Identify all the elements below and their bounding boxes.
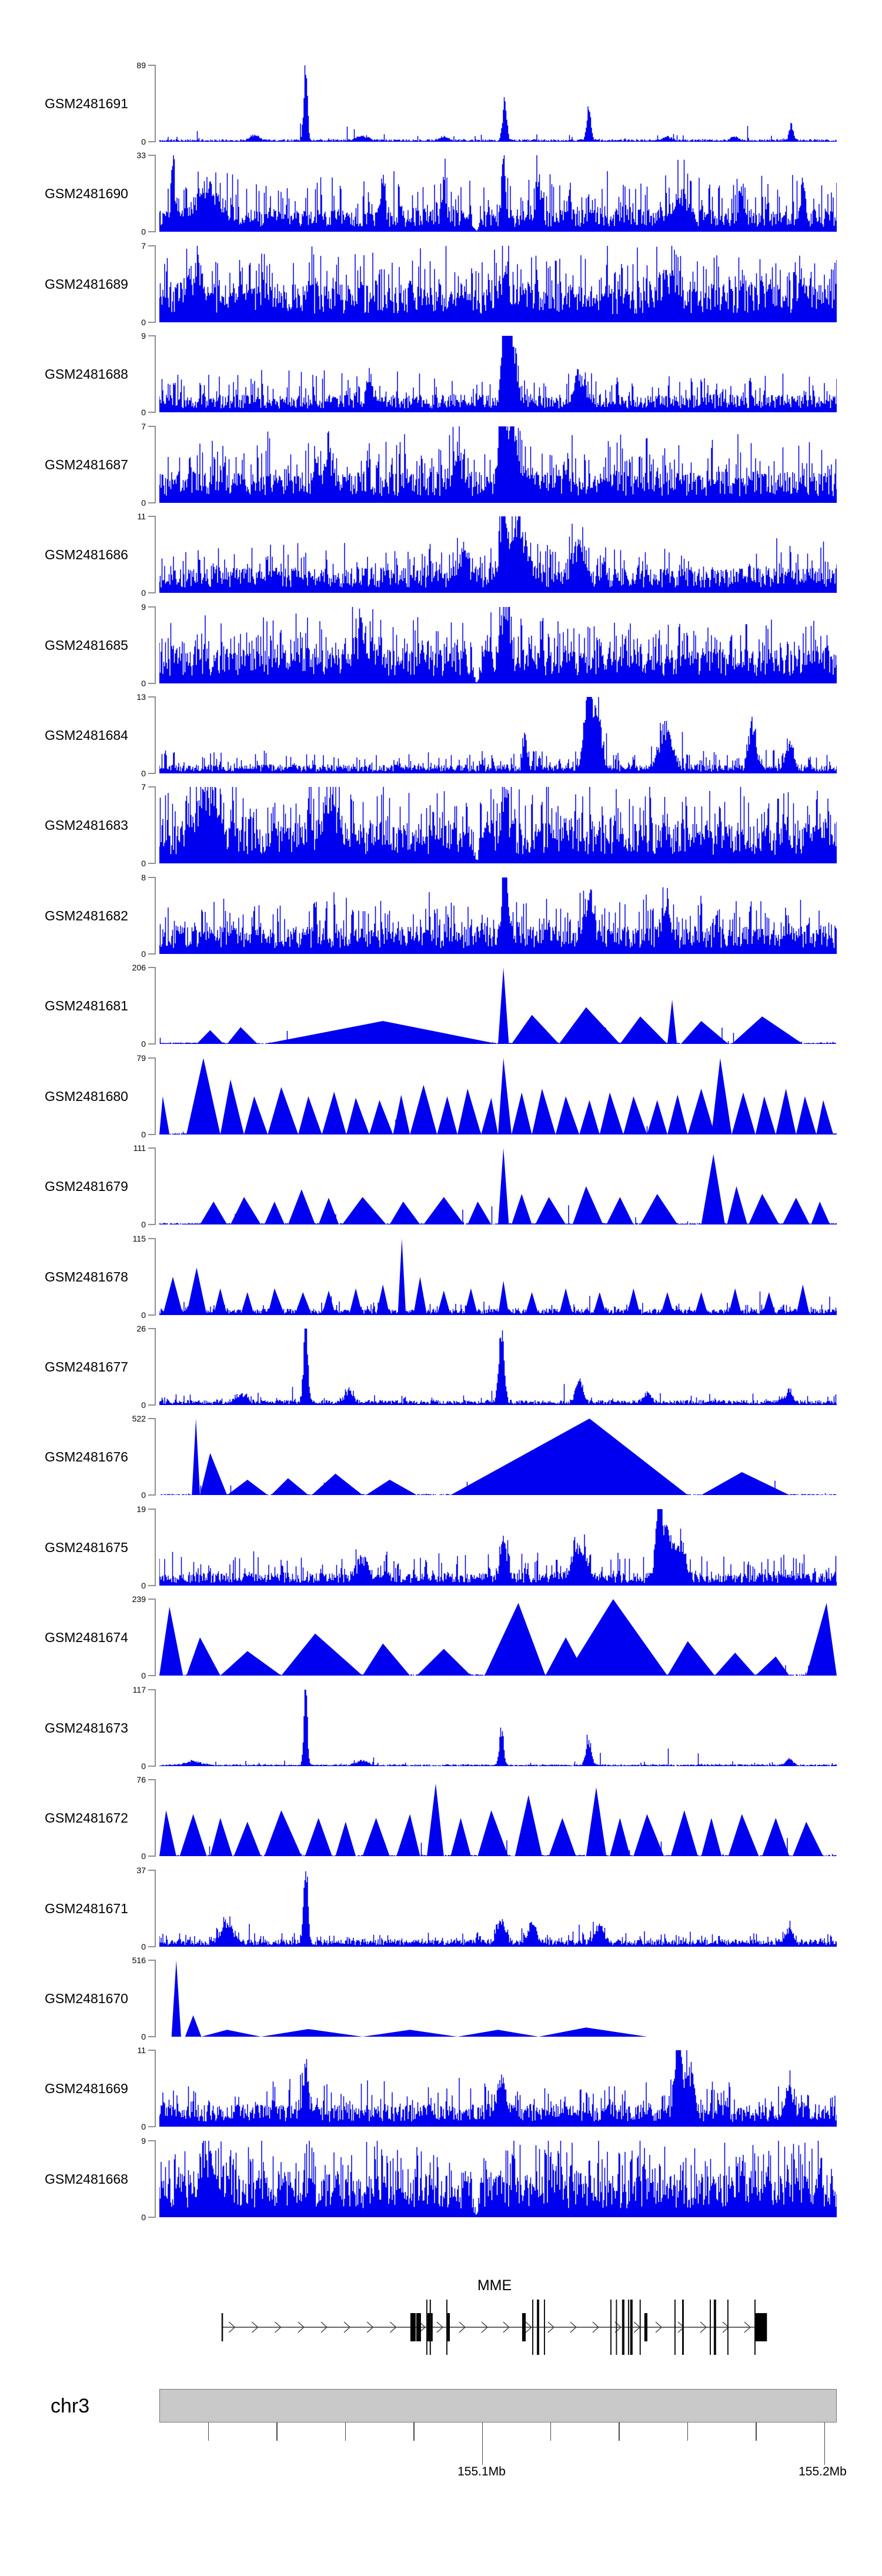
y-axis-line	[155, 336, 156, 412]
y-axis-zero-tick	[148, 1946, 156, 1947]
coverage-signal	[159, 787, 837, 863]
y-max-label: 9	[141, 2135, 146, 2145]
y-max-label: 239	[132, 1594, 146, 1604]
y-max-label: 76	[136, 1775, 146, 1785]
exon-box	[755, 2313, 767, 2341]
track-label: GSM2481675	[45, 1539, 128, 1555]
y-zero-label: 0	[141, 1129, 146, 1139]
track-label: GSM2481669	[45, 2081, 128, 2097]
coverage-signal	[159, 877, 837, 954]
coverage-area	[159, 1599, 837, 1676]
y-zero-label: 0	[141, 949, 146, 959]
y-max-label: 11	[137, 512, 146, 522]
axis-minor-tick	[276, 2422, 278, 2441]
exon-tall-mark	[622, 2300, 624, 2355]
coverage-plot	[159, 1148, 837, 1224]
y-max-label: 111	[133, 1143, 146, 1153]
coverage-area	[159, 1058, 833, 1134]
y-zero-label: 0	[141, 317, 146, 327]
y-axis-line	[155, 155, 156, 232]
y-axis-zero-tick	[148, 1675, 156, 1676]
track-label: GSM2481687	[45, 456, 128, 472]
track-row	[0, 151, 882, 237]
y-axis-zero-tick	[148, 231, 156, 232]
track-row	[0, 1414, 882, 1500]
track-row	[0, 963, 882, 1049]
exon-box	[522, 2313, 526, 2341]
y-axis-zero-tick	[148, 683, 156, 684]
coverage-signal	[159, 336, 837, 412]
y-max-label: 37	[136, 1865, 146, 1875]
y-axis-zero-tick	[148, 773, 156, 774]
y-zero-label: 0	[141, 678, 146, 688]
gene-start-bar	[222, 2313, 223, 2341]
y-max-label: 7	[141, 241, 146, 251]
y-max-label: 7	[141, 782, 146, 792]
y-max-label: 522	[132, 1414, 146, 1424]
coverage-plot	[159, 1509, 837, 1586]
track-label: GSM2481674	[45, 1630, 128, 1646]
track-label: GSM2481671	[45, 1900, 128, 1916]
track-label: GSM2481681	[45, 998, 128, 1014]
y-max-label: 117	[132, 1684, 146, 1694]
y-axis-line	[155, 516, 156, 593]
track-label: GSM2481685	[45, 637, 128, 653]
track-row	[0, 331, 882, 418]
coverage-plot	[159, 1690, 837, 1766]
y-axis-zero-tick	[148, 1494, 156, 1496]
y-axis-top-tick	[148, 245, 156, 246]
y-axis-top-tick	[148, 1057, 156, 1059]
y-axis-zero-tick	[148, 953, 156, 955]
exon-tall-mark	[544, 2300, 545, 2355]
track-row	[0, 1865, 882, 1951]
coverage-signal	[159, 607, 837, 683]
y-axis-top-tick	[148, 606, 156, 608]
y-zero-label: 0	[141, 1400, 146, 1410]
y-zero-label: 0	[141, 1310, 146, 1320]
track-row	[0, 241, 882, 327]
axis-tick-label-155-1mb: 155.1Mb	[457, 2465, 506, 2478]
y-axis-top-tick	[148, 1779, 156, 1780]
y-axis-line	[155, 787, 156, 863]
y-axis-zero-tick	[148, 1585, 156, 1586]
y-max-label: 7	[141, 421, 146, 431]
y-zero-label: 0	[141, 1761, 146, 1771]
axis-minor-tick	[208, 2422, 209, 2441]
y-zero-label: 0	[141, 408, 146, 418]
track-label: GSM2481691	[45, 96, 128, 111]
track-row	[0, 1775, 882, 1861]
exon-box	[644, 2313, 647, 2341]
coverage-signal	[159, 1329, 837, 1405]
y-axis-top-tick	[148, 65, 156, 66]
coverage-signal	[159, 155, 837, 232]
exon-tall-mark	[727, 2300, 729, 2355]
track-row	[0, 1233, 882, 1320]
y-axis-top-tick	[148, 1328, 156, 1329]
y-zero-label: 0	[141, 227, 146, 237]
coverage-plot	[159, 1329, 837, 1405]
track-label: GSM2481686	[45, 547, 128, 563]
y-axis-top-tick	[148, 1960, 156, 1961]
y-max-label: 9	[141, 331, 146, 341]
y-axis-line	[155, 1780, 156, 1856]
y-axis-line	[155, 65, 156, 142]
track-label: GSM2481673	[45, 1720, 128, 1736]
track-row	[0, 1956, 882, 2042]
y-axis-line	[155, 246, 156, 322]
y-axis-line	[155, 1419, 156, 1495]
coverage-signal	[159, 697, 837, 773]
coverage-area	[172, 1960, 647, 2037]
coverage-signal	[159, 1509, 837, 1586]
y-max-label: 9	[141, 602, 146, 612]
y-zero-label: 0	[141, 2032, 146, 2042]
y-axis-line	[155, 2050, 156, 2127]
y-axis-line	[155, 1239, 156, 1315]
y-axis-line	[155, 1870, 156, 1947]
y-axis-line	[155, 1509, 156, 1586]
y-axis-zero-tick	[148, 1043, 156, 1045]
coverage-signal	[159, 426, 837, 503]
coverage-plot	[159, 426, 837, 503]
exon-tall-mark	[630, 2300, 633, 2355]
y-axis-zero-tick	[148, 412, 156, 413]
ideogram-band	[159, 2389, 837, 2422]
track-row	[0, 602, 882, 688]
coverage-area	[200, 1148, 830, 1224]
y-axis-zero-tick	[148, 1856, 156, 1857]
track-label: GSM2481684	[45, 728, 128, 743]
y-max-label: 33	[136, 151, 146, 161]
exon-tall-mark	[754, 2300, 756, 2355]
y-axis-line	[155, 1599, 156, 1676]
y-zero-label: 0	[141, 1220, 146, 1230]
coverage-signal	[159, 65, 837, 142]
coverage-plot	[159, 155, 837, 232]
track-label: GSM2481690	[45, 186, 128, 202]
coverage-plot	[159, 246, 837, 322]
y-axis-line	[155, 877, 156, 954]
gene-model-svg	[0, 2294, 882, 2361]
track-row	[0, 692, 882, 778]
y-max-label: 19	[136, 1504, 146, 1514]
coverage-plot	[159, 1960, 837, 2037]
coverage-signal	[159, 516, 837, 593]
track-label: GSM2481683	[45, 817, 128, 833]
y-axis-line	[155, 1690, 156, 1766]
coverage-plot	[159, 1780, 837, 1856]
y-max-label: 516	[132, 1956, 146, 1966]
y-zero-label: 0	[141, 1941, 146, 1951]
coverage-plot	[159, 967, 837, 1044]
coverage-area	[163, 1239, 810, 1315]
y-axis-top-tick	[148, 335, 156, 336]
track-label: GSM2481670	[45, 1991, 128, 2007]
y-axis-zero-tick	[148, 322, 156, 323]
track-row	[0, 1504, 882, 1590]
y-axis-zero-tick	[148, 2217, 156, 2218]
y-zero-label: 0	[141, 859, 146, 869]
y-axis-top-tick	[148, 426, 156, 427]
axis-minor-tick	[550, 2422, 552, 2441]
exon-tall-mark	[640, 2300, 641, 2355]
exon-box	[416, 2313, 421, 2341]
axis-minor-tick	[413, 2422, 415, 2441]
y-axis-line	[155, 1058, 156, 1134]
exon-tall-mark	[532, 2300, 533, 2355]
track-label: GSM2481682	[45, 907, 128, 923]
track-row	[0, 782, 882, 869]
y-axis-zero-tick	[148, 592, 156, 593]
y-axis-top-tick	[148, 2140, 156, 2141]
axis-tick-label-155-2mb: 155.2Mb	[799, 2465, 847, 2478]
y-axis-top-tick	[148, 1418, 156, 1419]
coverage-plot	[159, 516, 837, 593]
y-axis-top-tick	[148, 1238, 156, 1239]
y-zero-label: 0	[141, 1851, 146, 1861]
coverage-signal	[159, 2141, 837, 2217]
y-max-label: 206	[132, 963, 146, 973]
y-max-label: 79	[136, 1053, 146, 1063]
y-zero-label: 0	[141, 1671, 146, 1681]
y-axis-zero-tick	[148, 863, 156, 864]
y-max-label: 26	[136, 1324, 146, 1334]
track-label: GSM2481688	[45, 366, 128, 382]
y-zero-label: 0	[141, 1039, 146, 1049]
y-axis-zero-tick	[148, 1134, 156, 1135]
coverage-signal	[159, 2050, 837, 2127]
track-label: GSM2481680	[45, 1088, 128, 1104]
y-zero-label: 0	[141, 1490, 146, 1500]
y-zero-label: 0	[141, 137, 146, 146]
track-row	[0, 512, 882, 598]
y-axis-top-tick	[148, 155, 156, 156]
coverage-plot	[159, 787, 837, 863]
axis-minor-tick	[619, 2422, 620, 2441]
track-row	[0, 1594, 882, 1681]
y-axis-zero-tick	[148, 2126, 156, 2127]
track-row	[0, 2046, 882, 2132]
y-zero-label: 0	[141, 2212, 146, 2222]
y-axis-top-tick	[148, 696, 156, 698]
y-zero-label: 0	[141, 769, 146, 778]
y-axis-line	[155, 426, 156, 503]
y-axis-line	[155, 607, 156, 683]
axis-minor-tick	[687, 2422, 689, 2441]
track-row	[0, 1684, 882, 1771]
track-row	[0, 421, 882, 508]
y-axis-top-tick	[148, 1689, 156, 1690]
exon-tall-mark	[714, 2300, 716, 2355]
track-label: GSM2481677	[45, 1359, 128, 1375]
exon-tall-mark	[610, 2300, 612, 2355]
y-axis-top-tick	[148, 1509, 156, 1510]
y-max-label: 11	[137, 2046, 146, 2056]
y-max-label: 115	[132, 1233, 146, 1243]
y-zero-label: 0	[141, 1580, 146, 1590]
coverage-plot	[159, 607, 837, 683]
y-axis-line	[155, 1960, 156, 2037]
axis-minor-tick	[345, 2422, 346, 2441]
y-axis-top-tick	[148, 2050, 156, 2051]
axis-major-tick	[824, 2422, 826, 2465]
coverage-plot	[159, 1239, 837, 1315]
y-axis-line	[155, 2141, 156, 2217]
y-max-label: 89	[136, 61, 146, 70]
exon-tall-mark	[710, 2300, 711, 2355]
y-max-label: 13	[136, 692, 146, 702]
coverage-plot	[159, 877, 837, 954]
axis-major-tick	[482, 2422, 483, 2465]
coverage-signal	[159, 1690, 837, 1766]
y-axis-line	[155, 1148, 156, 1224]
exon-tall-mark	[628, 2300, 629, 2355]
y-axis-zero-tick	[148, 141, 156, 142]
exon-tall-mark	[446, 2300, 447, 2355]
coverage-area	[159, 1784, 823, 1857]
y-axis-zero-tick	[148, 1404, 156, 1406]
track-row	[0, 61, 882, 146]
y-axis-top-tick	[148, 967, 156, 968]
y-zero-label: 0	[141, 498, 146, 508]
track-row	[0, 1143, 882, 1230]
track-label: GSM2481676	[45, 1449, 128, 1465]
y-zero-label: 0	[141, 2122, 146, 2132]
exon-tall-mark	[674, 2300, 676, 2355]
track-label: GSM2481678	[45, 1269, 128, 1284]
exon-tall-mark	[537, 2300, 539, 2355]
track-row	[0, 2135, 882, 2222]
coverage-plot	[159, 1870, 837, 1947]
y-axis-line	[155, 967, 156, 1044]
y-axis-top-tick	[148, 877, 156, 878]
y-axis-top-tick	[148, 1599, 156, 1600]
coverage-plot	[159, 65, 837, 142]
coverage-plot	[159, 2050, 837, 2127]
gene-name-label: MME	[477, 2277, 512, 2294]
track-row	[0, 872, 882, 959]
y-axis-zero-tick	[148, 1314, 156, 1316]
coverage-plot	[159, 697, 837, 773]
exon-tall-mark	[430, 2300, 431, 2355]
track-label: GSM2481672	[45, 1810, 128, 1826]
y-axis-line	[155, 697, 156, 773]
track-row	[0, 1324, 882, 1410]
coverage-area	[192, 1419, 789, 1495]
coverage-plot	[159, 1058, 837, 1134]
coverage-plot	[159, 1599, 837, 1676]
track-row	[0, 1053, 882, 1139]
exon-box	[410, 2313, 416, 2341]
y-max-label: 8	[141, 872, 146, 882]
coverage-plot	[159, 1419, 837, 1495]
y-axis-zero-tick	[148, 502, 156, 503]
track-label: GSM2481679	[45, 1179, 128, 1194]
track-label: GSM2481668	[45, 2171, 128, 2187]
y-axis-top-tick	[148, 1870, 156, 1871]
exon-tall-mark	[426, 2300, 427, 2355]
y-axis-zero-tick	[148, 1224, 156, 1225]
y-axis-top-tick	[148, 1147, 156, 1149]
coverage-plot	[159, 2141, 837, 2217]
y-axis-line	[155, 1329, 156, 1405]
exon-tall-mark	[616, 2300, 617, 2355]
coverage-signal	[159, 1871, 837, 1946]
chromosome-name-label: chr3	[51, 2395, 90, 2417]
y-axis-zero-tick	[148, 1766, 156, 1767]
track-label: GSM2481689	[45, 276, 128, 292]
coverage-plot	[159, 336, 837, 412]
coverage-signal	[159, 246, 837, 322]
y-axis-top-tick	[148, 786, 156, 788]
y-axis-top-tick	[148, 516, 156, 517]
y-zero-label: 0	[141, 588, 146, 598]
y-axis-zero-tick	[148, 2036, 156, 2037]
exon-tall-mark	[682, 2300, 684, 2355]
axis-minor-tick	[756, 2422, 757, 2441]
